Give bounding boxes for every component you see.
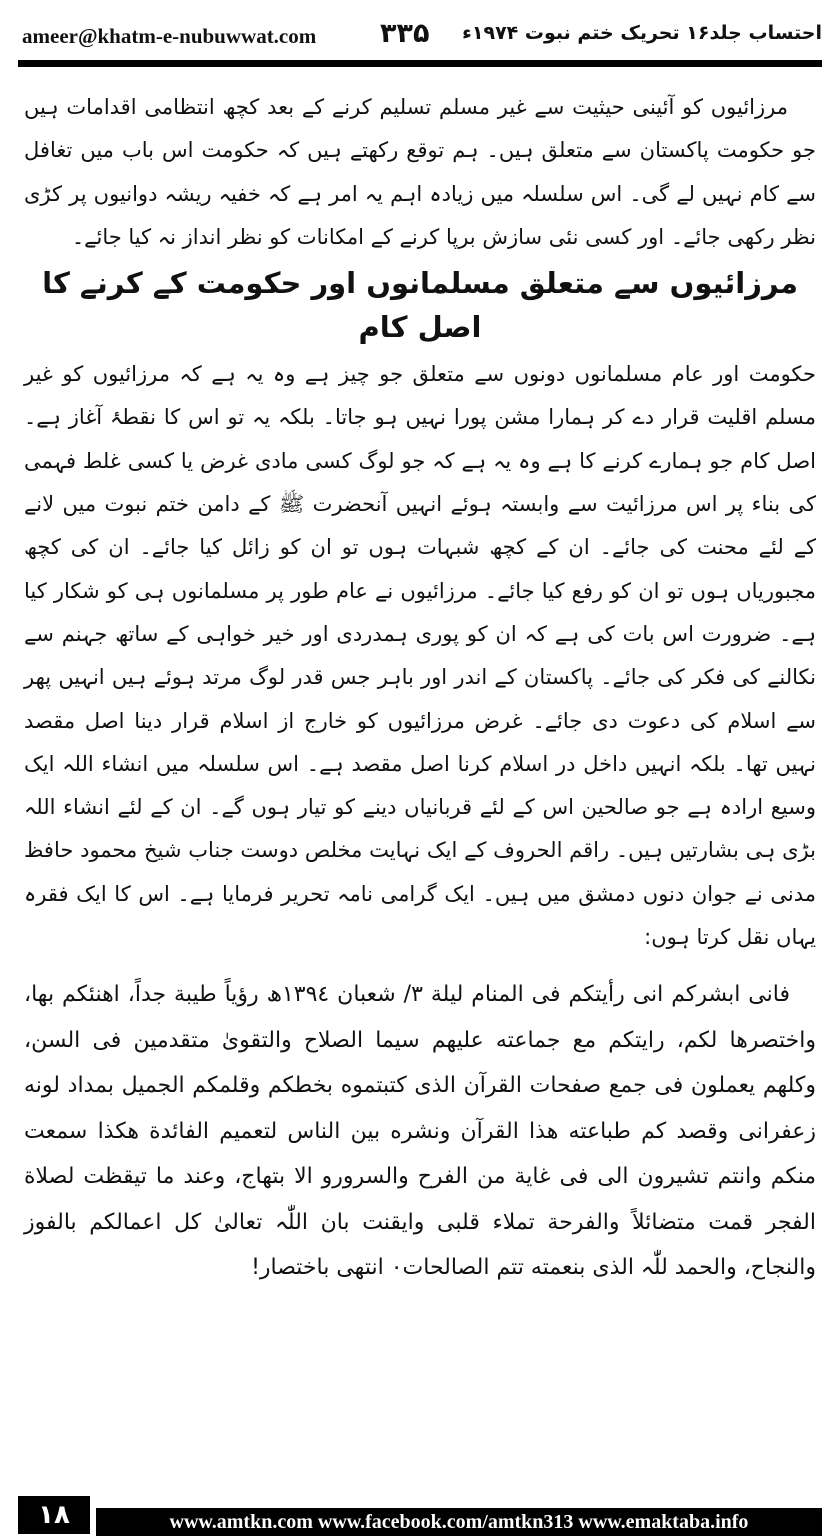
paragraph-intro: مرزائیوں کو آئینی حیثیت سے غیر مسلم تسلیم کرنے کے بعد کچھ انتظامی اقدامات ہیں جو حکومت پاکستان سے متعلق ہیں۔ ہم توقع رکھتے ہیں کہ حکومت اس باب میں تغافل سے کام نہیں لے گی۔ اس سلسلہ میں زیادہ اہم یہ امر ہے کہ خفیہ ریشہ دوانیوں پر کڑی نظر رکھی جائے۔ اور کسی نئی سازش برپا کرنے کے امکانات کو نظر انداز نہ کیا جائے۔ [24, 95, 816, 249]
footer-page-number: ۱۸ [18, 1496, 90, 1534]
arabic-quote: فانی ابشرکم انی رأیتکم فی المنام لیلة ۳/ شعبان ۱۳۹٤ھ رؤیاً طیبة جداً، اھنئکم بھا، واختصرھا لکم، رایتکم مع جماعته علیھم سیما الصلاح والتقوىٰ متقدمین فی السن، وکلھم یعملون فی جمع صفحات القرآن الذی کتبتموه بخطکم وقلمکم الجمیل بمداد لونه زعفرانی وقصد کم طباعته ھذا القرآن ونشره بین الناس لتعمیم الفائدة ھکذا سمعت منکم وانتم تشیرون الی فی غایة من الفرح والسرورو الا بتھاج، وعند ما تیقظت لصلاة الفجر قمت متضائلاً والفرحة تملاء قلبی وایقنت بان اللّٰہ تعالیٰ کل اعمالکم بالفوز والنجاح، والحمد للّٰہ الذی بنعمته تتم الصالحات۰ انتھی باختصار! [24, 982, 816, 1280]
header-divider [18, 60, 822, 67]
header-page-number: ۳۳۵ [380, 18, 430, 49]
footer-links: www.amtkn.com www.facebook.com/amtkn313 www.emaktaba.info [96, 1508, 822, 1536]
urdu-body [24, 86, 816, 959]
section-heading: مرزائیوں سے متعلق مسلمانوں اور حکومت کے کرنے کا اصل کام [42, 266, 798, 345]
paragraph-main: حکومت اور عام مسلمانوں دونوں سے متعلق جو چیز ہے وہ یہ ہے کہ مرزائیوں کو غیر مسلم اقلیت قرار دے کر ہمارا مشن پورا نہیں ہو جاتا۔ بلکہ یہ تو اس کا نقطۂ آغاز ہے۔ اصل کام جو ہمارے کرنے کا ہے وہ یہ ہے کہ جو لوگ کسی مادی غرض یا کسی غلط فہمی کی بناء پر اس مرزائیت سے وابستہ ہوئے انہیں آنحضرت ﷺ کے دامن ختم نبوت میں لانے کے لئے محنت کی جائے۔ ان کے کچھ شبہات ہوں تو ان کو زائل کیا جائے۔ ان کی کچھ مجبوریاں ہوں تو ان کو رفع کیا جائے۔ مرزائیوں نے عام طور پر مسلمانوں ہی کو شکار کیا ہے۔ ضرورت اس بات کی ہے کہ ان کو پوری ہمدردی اور خیر خواہی کے ساتھ جہنم سے نکالنے کی فکر کی جائے۔ پاکستان کے اندر اور باہر جس قدر لوگ مرتد ہوئے ہیں انہیں پھر سے اسلام کی دعوت دی جائے۔ غرض مرزائیوں کو خارج از اسلام قرار دینا اصل مقصد نہیں تھا۔ بلکہ انہیں داخل در اسلام کرنا اصل مقصد ہے۔ اس سلسلہ میں انشاء اللہ ایک وسیع ارادہ ہے جو صالحین اس کے لئے قربانیاں دینے کو تیار ہوں گے۔ ان کے لئے انشاء اللہ بڑی ہی بشارتیں ہیں۔ راقم الحروف کے ایک نہایت مخلص دوست جناب شیخ محمود حافظ مدنی نے جوان دنوں دمشق میں ہیں۔ ایک گرامی نامہ تحریر فرمایا ہے۔ اس کا ایک فقرہ یہاں نقل کرتا ہوں: [24, 362, 816, 950]
page-header [18, 18, 822, 54]
header-book-title: احتساب جلد۱۶ تحریک ختم نبوت ۱۹۷۴ء [462, 22, 822, 44]
arabic-quote-block [24, 972, 816, 1291]
header-email: ameer@khatm-e-nubuwwat.com [22, 24, 317, 48]
